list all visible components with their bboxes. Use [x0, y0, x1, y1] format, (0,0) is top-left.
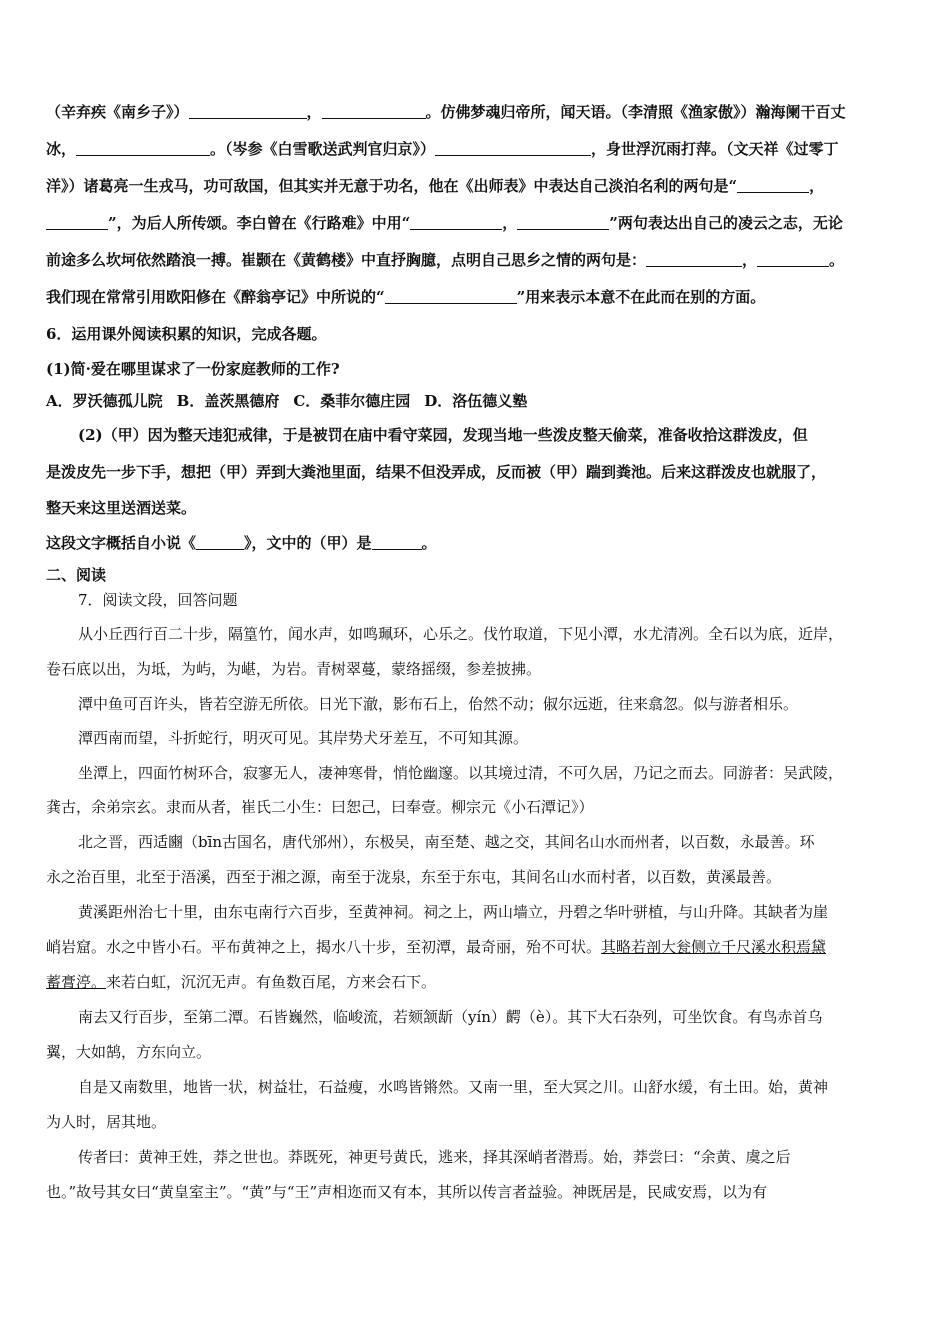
text: 冰， [46, 140, 77, 158]
passage-p6-line1: 黄溪距州治七十里，由东屯南行六百步，至黄神祠。祠之上，两山墙立，丹碧之华叶骈植，与山升降。其缺者为崖 [78, 903, 829, 921]
text: ，身世浮沉雨打萍。（文天祥《过零丁 [591, 140, 839, 158]
option-c[interactable]: C．桑菲尔德庄园 [293, 392, 411, 410]
fill-line-5 [46, 250, 914, 270]
text: ”用来表示本意不在此而在别的方面。 [516, 288, 766, 306]
text: 这段文字概括自小说《 [46, 534, 197, 552]
text: 洋》）诸葛亮一生戎马，功可敌国，但其实并无意于功名，他在《出师表》中表达自己淡泊名利的两句是“ [46, 177, 738, 195]
passage-p9-line1: 传者曰：黄神王姓，莽之世也。莽既死，神更号黄氏，逃来，择其深峭者潜焉。始，莽尝曰：“余黄、虞之后 [78, 1148, 791, 1166]
option-b[interactable]: B．盖茨黑德府 [176, 392, 280, 410]
option-a[interactable]: A．罗沃德孤儿院 [46, 392, 163, 410]
passage-p8-line1: 自是又南数里，地皆一状，树益壮，石益瘦，水鸣皆锵然。又南一里，至大冥之川。山舒水缓，有土田。始，黄神 [78, 1078, 829, 1096]
passage-p9-line2: 也。”故号其女曰“黄皇室主”。“黄”与“王”声相迩而又有本，其所以传言者益验。神既居是，民咸安焉，以为有 [46, 1183, 768, 1201]
underlined-sentence: 蓄膏渟。 [46, 973, 107, 991]
fill-line-4 [46, 213, 914, 233]
text: ”两句表达出自己的凌云之志，无论 [609, 214, 843, 232]
section-heading: 二、阅读 [46, 566, 107, 584]
text: ， [742, 251, 758, 269]
passage-p1-line1: 从小丘西行百二十步，隔篁竹，闻水声，如鸣珮环，心乐之。伐竹取道，下见小潭，水尤清冽。全石以为底，近岸， [78, 625, 844, 643]
passage-p8-line2: 为人时，居其地。 [46, 1113, 167, 1131]
question-6-summary [46, 533, 914, 553]
answer-blank[interactable] [385, 288, 517, 304]
answer-blank[interactable] [646, 251, 742, 267]
question-6-sub1: (1)简·爱在哪里谋求了一份家庭教师的工作? [46, 360, 340, 378]
passage-p6-line3 [46, 972, 914, 992]
text: ， [502, 214, 518, 232]
passage-p7-line2: 翼，大如鹄，方东向立。 [46, 1043, 212, 1061]
answer-blank[interactable] [435, 140, 591, 156]
passage-p4-line2: 龚古，余弟宗玄。隶而从者，崔氏二小生：曰恕己，曰奉壹。柳宗元《小石潭记》） [46, 798, 594, 816]
text: ”，为后人所传颂。李白曾在《行路难》中用“ [108, 214, 411, 232]
passage-p6-line2 [46, 937, 914, 957]
text: 。 [421, 534, 437, 552]
fill-line-3 [46, 176, 914, 196]
text: 前途多么坎坷依然踏浪一搏。崔颢在《黄鹤楼》中直抒胸臆，点明自己思乡之情的两句是： [46, 251, 647, 269]
passage-p3: 潭西南而望，斗折蛇行，明灭可见。其岸势犬牙差互，不可知其源。 [78, 729, 529, 747]
answer-blank[interactable] [737, 177, 809, 193]
answer-blank[interactable] [517, 214, 609, 230]
answer-blank[interactable] [196, 534, 244, 550]
answer-blank[interactable] [372, 534, 422, 550]
question-6-options [46, 391, 914, 411]
answer-blank[interactable] [757, 251, 829, 267]
text: 》，文中的（甲）是 [244, 534, 372, 552]
underlined-sentence: 其略若剖大瓮侧立千尺溪水积焉黛 [601, 938, 827, 956]
text: 我们现在常常引用欧阳修在《醉翁亭记》中所说的“ [46, 288, 385, 306]
passage-p5-line2: 永之治百里，北至于浯溪，西至于湘之源，南至于泷泉，东至于东屯，其间名山水而村者，以百数，黄溪最善。 [46, 868, 782, 886]
question-6-sub2-line1: (2)（甲）因为整天违犯戒律，于是被罚在庙中看守菜园，发现当地一些泼皮整天偷菜，准备收拾这群泼皮，但 [78, 426, 808, 444]
question-6-title: 6．运用课外阅读积累的知识，完成各题。 [46, 325, 327, 343]
answer-blank[interactable] [46, 214, 108, 230]
question-7-title: 7．阅读文段，回答问题 [78, 591, 238, 609]
option-d[interactable]: D．洛伍德义塾 [424, 392, 528, 410]
answer-blank[interactable] [189, 103, 307, 119]
passage-p1-line2: 卷石底以出，为坻，为屿，为嵁，为岩。青树翠蔓，蒙络摇缀，参差披拂。 [46, 660, 542, 678]
passage-p5-line1: 北之晋，西适豳（bīn古国名，唐代邠州），东极吴，南至楚、越之交，其间名山水而州者，以百数，永最善。环 [78, 833, 815, 851]
question-6-sub2-line3: 整天来这里送酒送菜。 [46, 499, 197, 517]
text: ， [809, 177, 825, 195]
text: 。（岑参《白雪歌送武判官归京》） [210, 140, 436, 158]
fill-line-6 [46, 287, 914, 307]
answer-blank[interactable] [410, 214, 502, 230]
text: 。 [829, 251, 845, 269]
text: 。仿佛梦魂归帝所，闻天语。（李清照《渔家傲》）瀚海阑干百丈 [425, 103, 846, 121]
text: （辛弃疾《南乡子》） [46, 103, 189, 121]
fill-line-1 [46, 102, 914, 122]
passage-p4-line1: 坐潭上，四面竹树环合，寂寥无人，凄神寒骨，悄怆幽邃。以其境过清，不可久居，乃记之而去。同游者：吴武陵， [78, 764, 844, 782]
fill-line-2 [46, 139, 914, 159]
text: 峭岩窟。水之中皆小石。平布黄神之上，揭水八十步，至初潭，最奇丽，殆不可状。 [46, 938, 602, 956]
text: ， [306, 103, 322, 121]
passage-p2: 潭中鱼可百许头，皆若空游无所依。日光下澈，影布石上，佁然不动；俶尔远逝，往来翕忽。似与游者相乐。 [78, 695, 799, 713]
text: 来若白虹，沉沉无声。有鱼数百尾，方来会石下。 [106, 973, 437, 991]
answer-blank[interactable] [76, 140, 210, 156]
answer-blank[interactable] [322, 103, 426, 119]
passage-p7-line1: 南去又行百步，至第二潭。石皆巍然，临峻流，若颏颔龂（yín）齶（è）。其下大石杂列，可坐饮食。有鸟赤首乌 [78, 1008, 823, 1026]
question-6-sub2-line2: 是泼皮先一步下手，想把（甲）弄到大粪池里面，结果不但没弄成，反而被（甲）踹到粪池。后来这群泼皮也就服了， [46, 463, 827, 481]
